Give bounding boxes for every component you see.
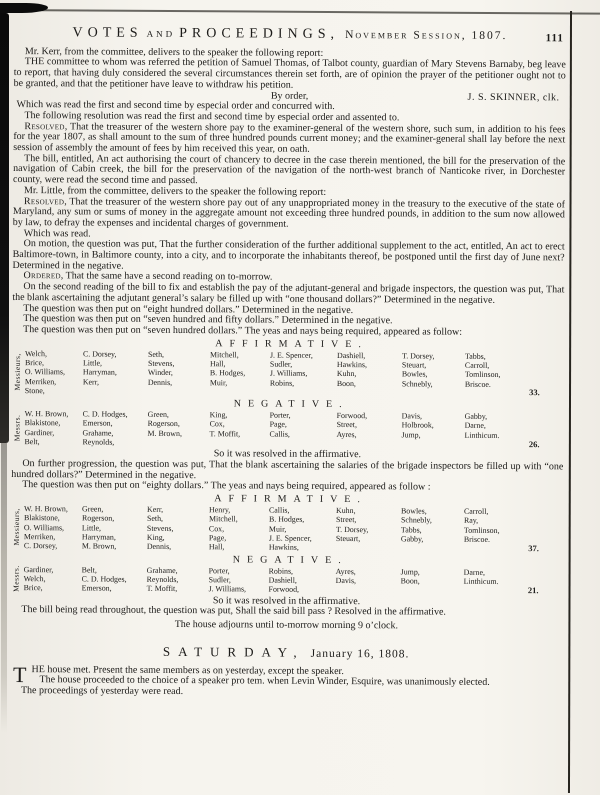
voter-name: Sudler,: [208, 575, 231, 585]
vote-table-side-label: Messrs.: [11, 565, 21, 592]
page-right-rule: [568, 11, 572, 793]
voter-name: J. Williams,: [208, 584, 247, 594]
voter-name: Gabby,: [400, 534, 424, 544]
saturday-heading: [10, 643, 562, 663]
paragraph-kerr-report: Mr. Kerr, from the committee, delivers to the speaker the following report:: [24, 45, 324, 59]
vote-table-body: [11, 409, 563, 450]
voter-name: Ayres,: [336, 429, 357, 439]
resolved-lead: Resolved: [23, 195, 65, 207]
title-session: November Session, 1807.: [345, 29, 508, 43]
voter-name: Stone,: [24, 385, 45, 396]
voter-name: Darne,: [464, 421, 486, 431]
vote-column: [210, 350, 270, 397]
vote-column: [464, 412, 563, 450]
resolved-affirmative-line: So it was resolved in the affirmative.: [212, 594, 361, 607]
vote-table-columns: [24, 409, 563, 449]
voter-name: Porter,: [269, 410, 291, 420]
voter-name: Schnebly,: [401, 378, 433, 389]
voter-name: Kuhn,: [336, 506, 356, 516]
voter-name: J. Williams,: [269, 368, 308, 379]
voter-name: Jump,: [400, 567, 420, 577]
voter-name: Grahame,: [146, 565, 178, 575]
vote-column: [401, 412, 464, 450]
voter-name: Forwood,: [336, 411, 368, 421]
resolved-lead: Resolved: [24, 120, 65, 132]
voter-name: Emerson,: [82, 418, 113, 429]
voter-name: Little,: [81, 523, 102, 533]
voter-name: Kuhn,: [336, 369, 357, 379]
paragraph-adjourn: The house adjourns until to-morrow morning 9 o’clock.: [174, 618, 399, 632]
voter-name: Rogerson,: [81, 513, 115, 524]
by-order-label: By order,: [270, 90, 309, 102]
paragraph-further-progression: On further progression, the question was put, That the blank ascertaining the salaries of the brigade inspectors be filled up with “one hundred dollars?” Determined in the negative.: [11, 458, 564, 481]
vote-table-heading: AFFIRMATIVE.: [215, 337, 368, 350]
vote-table-side-label: Messrs.: [12, 414, 22, 442]
house-met-text: HE house met. Present the same members as on yesterday, except the speaker.: [31, 663, 344, 677]
voter-name: King,: [146, 532, 165, 542]
paragraph-little-report: Mr. Little, from the committee, delivers to the speaker the following report:: [23, 184, 327, 198]
voter-name: Robins,: [268, 566, 294, 576]
voter-name: Hawkins,: [336, 359, 368, 370]
vote-column: [269, 411, 336, 449]
voter-name: Davis,: [335, 575, 357, 586]
vote-table-heading: NEGATIVE.: [233, 398, 349, 411]
voter-name: W. H. Brown,: [24, 409, 69, 419]
vote-column: [464, 507, 563, 554]
vote-table-columns: [25, 349, 564, 399]
clerk-signature: J. S. SKINNER, clk.: [467, 91, 560, 103]
vote-column: [24, 565, 82, 593]
vote-table-affirmative-2: [11, 492, 563, 554]
voter-name: Little,: [82, 358, 103, 368]
vote-column: [209, 566, 269, 594]
vote-count: 21.: [527, 584, 539, 596]
voter-name: Street,: [335, 515, 357, 525]
voter-name: Tabbs,: [400, 525, 422, 535]
voter-name: Ayres,: [335, 566, 356, 576]
voter-name: Gardiner,: [24, 427, 55, 438]
vote-count: 26.: [528, 438, 540, 449]
paragraph-concurred: Which was read the first and second time by especial order and concurred with.: [16, 99, 335, 113]
voter-name: T. Dorsey,: [335, 524, 369, 534]
voter-name: Merriken,: [23, 532, 56, 542]
paragraph-resolved-treasurer: [13, 122, 565, 157]
voter-name: Brice,: [23, 583, 43, 593]
voter-name: Robins,: [269, 378, 295, 388]
voter-name: Harryman,: [82, 367, 117, 377]
paragraph-question-80: The question was then put on “eighty dollars.” The yeas and nays being required, appeared as follow :: [22, 479, 431, 494]
ordered-lead: Ordered: [23, 270, 61, 282]
voter-name: Briscoe.: [463, 534, 490, 544]
voter-name: Merriken,: [24, 376, 57, 386]
voter-name: Carroll,: [464, 506, 489, 517]
paragraph-bill-pass: The bill being read throughout, the question was put, Shall the said bill pass ? Resolved in the affirmative.: [21, 604, 446, 618]
voter-name: Kerr,: [82, 377, 99, 387]
voter-name: Muir,: [268, 524, 287, 534]
vote-table-columns: [24, 565, 563, 596]
voter-name: Dennis,: [146, 542, 172, 552]
voter-name: Darne,: [463, 567, 485, 577]
vote-table-body: [12, 349, 564, 399]
paragraph-speaker-pro-tem: The house proceeded to the choice of a speaker pro tem. when Levin Winder, Esquire, was unanimously elected.: [39, 674, 490, 689]
vote-column: [209, 505, 269, 552]
ordered-text: , That the same have a second reading on to-morrow.: [60, 270, 273, 284]
voter-name: Tomlinson,: [464, 370, 501, 380]
voter-name: T. Dorsey,: [401, 351, 435, 361]
paragraph-proceedings-read: The proceedings of yesterday were read.: [20, 685, 184, 698]
voter-name: Dashiell,: [268, 575, 297, 585]
vote-table-body: [11, 504, 563, 554]
vote-column: [147, 505, 209, 552]
voter-name: Welch,: [23, 574, 46, 584]
vote-column: [147, 410, 209, 448]
paragraph-which-was-read: Which was read.: [23, 227, 91, 240]
vote-column: [83, 349, 148, 396]
voter-name: B. Hodges,: [209, 368, 246, 378]
title-votes: VOTES: [72, 25, 143, 41]
vote-column: [209, 410, 269, 448]
voter-name: Callis,: [269, 505, 290, 515]
voter-name: Jump,: [401, 430, 421, 440]
vote-column: [82, 505, 147, 552]
vote-column: [25, 349, 83, 396]
voter-name: Mitchell,: [209, 349, 239, 360]
vote-column: [401, 567, 464, 595]
voter-name: Reynolds,: [82, 437, 115, 447]
voter-name: B. Hodges,: [268, 515, 305, 525]
vote-column: [337, 351, 402, 398]
vote-column: [465, 351, 564, 398]
voter-name: Schnebly,: [400, 515, 432, 526]
voter-name: Hall,: [208, 542, 225, 552]
voter-name: Seth,: [147, 349, 165, 359]
voter-name: Rogerson,: [147, 419, 180, 429]
voter-name: Seth,: [146, 514, 164, 524]
voter-name: Grahame,: [82, 428, 114, 438]
vote-column: [269, 566, 336, 594]
voter-name: Bowles,: [401, 369, 428, 379]
saturday-day: SATURDAY,: [162, 643, 305, 660]
voter-name: C. D. Hodges,: [82, 409, 128, 419]
voter-name: C. Dorsey,: [23, 541, 58, 551]
paragraph-on-motion-baltimore: On motion, the question was put, That the further consideration of the further additional supplement to the act, entitled, An act to erect Baltimore-town, in Baltimore county, into a city, and to incorporate the inhabitants thereof, be postponed until the first day of June next? Determined in the negative.: [12, 238, 565, 272]
saturday-date: January 16, 1808.: [310, 647, 410, 661]
voter-name: Bowles,: [401, 506, 427, 516]
page-content: [10, 25, 566, 700]
voter-name: Dennis,: [147, 377, 173, 387]
voter-name: M. Brown,: [147, 428, 182, 438]
voter-name: Harryman,: [81, 532, 116, 542]
voter-name: Henry,: [209, 505, 231, 515]
vote-column: [336, 506, 401, 553]
voter-name: T. Moffit,: [146, 584, 178, 594]
voter-name: Blakistone,: [23, 513, 60, 523]
voter-name: Cox,: [208, 523, 225, 534]
voter-name: Tomlinson,: [463, 525, 500, 535]
voter-name: Gabby,: [464, 411, 488, 422]
vote-column: [269, 506, 336, 553]
voter-name: Emerson,: [81, 583, 112, 593]
voter-name: J. E. Spencer,: [269, 350, 313, 360]
vote-table-body: [11, 565, 563, 596]
voter-name: Blakistone,: [24, 418, 61, 428]
voter-name: Page,: [208, 533, 227, 543]
paragraph-resolution-read: The following resolution was read the first and second time by especial order and assented to.: [24, 109, 400, 124]
voter-name: Sudler,: [269, 359, 293, 369]
voter-name: Kerr,: [147, 504, 164, 515]
voter-name: Belt,: [81, 565, 97, 575]
voter-name: Briscoe.: [464, 379, 491, 389]
voter-name: Reynolds,: [146, 574, 179, 584]
resolved-affirmative-line: So it was resolved in the affirmative.: [213, 448, 362, 461]
voter-name: Stevens,: [146, 523, 174, 533]
voter-name: Tabbs,: [464, 351, 486, 361]
resolved-text: , That the treasurer of the western shore pay out of any unappropriated money in the treasury to the executive of the state of Maryland, any sum or sums of money in the aggregate amount not exceeding three hundred pounds, in addition to the sum now allowed by law, to defray the expenses and incidental charges of government.: [12, 195, 565, 230]
vote-column: [270, 350, 337, 397]
voter-name: Street,: [336, 420, 357, 430]
vote-column: [402, 351, 465, 398]
voter-name: Green,: [147, 409, 169, 420]
voter-name: M. Brown,: [81, 541, 117, 551]
voter-name: Steuart,: [401, 360, 427, 370]
voter-name: Boon,: [400, 576, 420, 586]
voter-name: Hawkins,: [268, 542, 299, 553]
voter-name: Gardiner,: [23, 564, 54, 574]
page-header: [14, 25, 566, 45]
paragraph-question-750: The question was then put on “seven hundred and fifty dollars.” Determined in the negative.: [23, 313, 393, 327]
voter-name: Page,: [269, 420, 287, 430]
vote-column: [336, 567, 401, 595]
voter-name: Welch,: [24, 348, 47, 358]
vote-table-negative-2: [11, 553, 563, 596]
vote-column: [336, 411, 401, 449]
vote-table-negative-1: [11, 397, 563, 450]
voter-name: Cox,: [209, 419, 225, 429]
resolved-text: , That the treasurer of the western shore pay to the examiner-general of the western shore, such sum, in addition to his fees for the year 1807, as shall amount to the sum of three hundred pounds current money; and the examiner-general shall lay before the next session of assembly the amount of fees by him received this year, on oath.: [13, 120, 566, 155]
voter-name: W. H. Brown,: [24, 504, 68, 514]
vote-table-side-label: Messieurs,: [12, 353, 23, 391]
vote-column: [24, 409, 82, 447]
voter-name: Steuart,: [335, 534, 361, 544]
paragraph-second-reading-bill: On the second reading of the bill to fix and establish the pay of the adjutant-general and brigade inspectors, the question was put, That the blank ascertaining the adjutant general’s salary be filled up with “one thousand dollars?” Determined in the negative.: [12, 281, 565, 306]
title-and: AND: [146, 28, 176, 39]
voter-name: O. Williams,: [24, 367, 66, 377]
vote-column: [464, 567, 563, 595]
title-proceedings: PROCEEDINGS,: [179, 26, 340, 42]
voter-name: Green,: [82, 504, 104, 514]
vote-table-heading: NEGATIVE.: [232, 554, 348, 566]
page-number: 111: [545, 32, 564, 45]
vote-column: [82, 565, 147, 593]
voter-name: Belt,: [24, 437, 40, 447]
voter-name: Linthicum.: [464, 430, 500, 440]
vote-column: [82, 410, 147, 448]
voter-name: Davis,: [401, 411, 423, 421]
paragraph-question-700: The question was then put on “seven hundred dollars.” The yeas and nays being required, appeared as follow:: [23, 324, 463, 338]
voter-name: O. Williams,: [23, 522, 65, 533]
voter-name: Dashiell,: [336, 350, 366, 360]
vote-column: [24, 504, 82, 551]
vote-table-heading: AFFIRMATIVE.: [214, 493, 367, 506]
voter-name: Brice,: [24, 358, 45, 368]
paragraph-committee-petition: THE committee to whom was referred the petition of Samuel Thomas, of Talbot county, guardian of Mary Stevens Barnaby, beg leave to report, that having duly considered the several circumstances therein set forth, are of opinion the prayer of the petitioner ought not to be granted, and that the petitioner have leave to withdraw his petition.: [13, 56, 566, 91]
voter-name: Mitchell,: [208, 514, 238, 524]
voter-name: C. D. Hodges,: [81, 574, 127, 584]
voter-name: Hall,: [209, 359, 226, 369]
scan-corner-blot: [0, 3, 48, 13]
voter-name: C. Dorsey,: [82, 349, 117, 359]
vote-table-columns: [24, 504, 563, 554]
paragraph-resolved-executive: [13, 197, 565, 232]
voter-name: Muir,: [209, 377, 228, 387]
voter-name: Winder,: [147, 368, 173, 378]
paragraph-bills-passed: The bill, entitled, An act authorising the court of chancery to decree in the case therein mentioned, the bill for the preservation of the navigation of Cabin creek, the bill for the preservation of the navigation of the north-west branch of Nanticoke river, in Dorchester county, were read the second time and passed.: [13, 152, 566, 187]
vote-count: 37.: [528, 543, 539, 554]
voter-name: Linthicum.: [463, 576, 499, 586]
voter-name: Forwood,: [268, 584, 300, 595]
voter-name: Ray,: [463, 516, 479, 526]
drop-cap-T: T: [12, 661, 27, 687]
voter-name: J. E. Spencer,: [268, 533, 312, 543]
voter-name: Callis,: [269, 429, 290, 439]
vote-column: [401, 507, 464, 554]
paragraph-question-800: The question was then put on “eight hundred dollars.” Determined in the negative.: [23, 302, 354, 316]
voter-name: Boon,: [336, 378, 356, 388]
scan-gutter-bar: [0, 13, 9, 443]
vote-table-side-label: Messieurs,: [11, 508, 22, 547]
voter-name: Carroll,: [464, 360, 490, 370]
vote-column: [148, 350, 210, 397]
voter-name: T. Moffit,: [209, 428, 241, 439]
vote-count: 33.: [529, 387, 540, 398]
voter-name: Stevens,: [147, 358, 175, 368]
scan-gutter-bar-fade: [1, 443, 7, 733]
voter-name: Holbrook,: [401, 420, 434, 431]
voter-name: Porter,: [208, 565, 230, 575]
voter-name: King,: [209, 410, 228, 420]
vote-column: [147, 565, 209, 593]
vote-table-affirmative-1: [12, 337, 564, 399]
scan-top-edge-line: [0, 9, 600, 15]
